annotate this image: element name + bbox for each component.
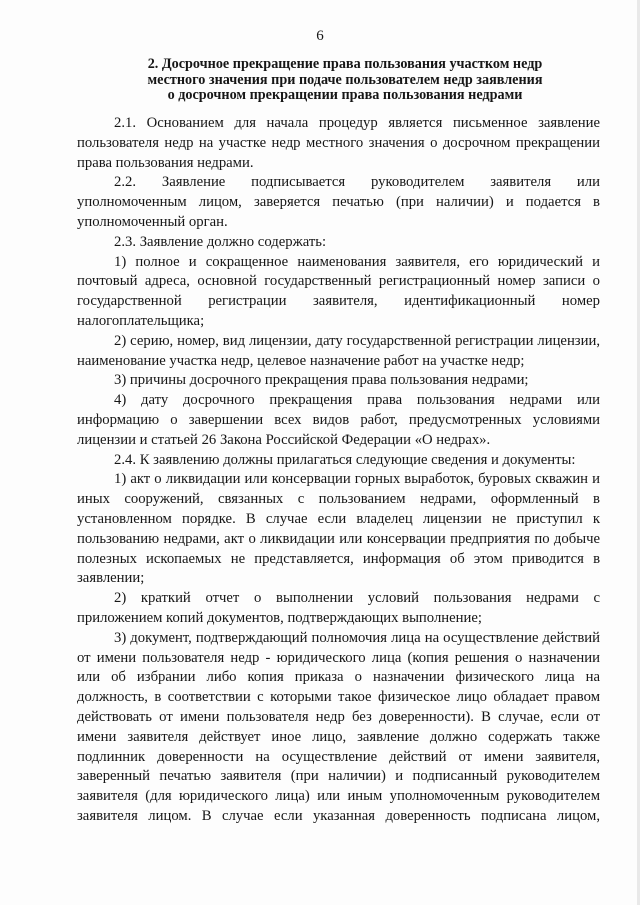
section-heading-line-2: местного значения при подаче пользователем недр заявления xyxy=(147,71,543,88)
paragraph-2-4-item-1: 1) акт о ликвидации или консервации горных выработок, буровых скважин и иных сооружений, связанных с пользованием недрами, оформленный в установленном порядке. В случае если владелец лицензии не приступил к пользованию недрами, акт о ликвидации или консервации предприятия по добыче полезных ископаемых не представляется, информация об этом приводится в заявлении; xyxy=(77,471,600,587)
paragraph-2-3: 2.3. Заявление должно содержать: xyxy=(114,233,327,250)
paragraph-2-3-item-4: 4) дату досрочного прекращения права пользования недрами или информацию о завершении всех видов работ, предусмотренных условиями лицензии и статьей 26 Закона Российской Федерации «О недрах». xyxy=(77,392,600,448)
paragraph-2-1: 2.1. Основанием для начала процедур является письменное заявление пользователя недр на участке недр местного значения о досрочном прекращении права пользования недрами. xyxy=(77,115,600,171)
paragraph-2-4-item-3: 3) документ, подтверждающий полномочия лица на осуществление действий от имени пользователя недр - юридического лица (копия решения о назначении или об избрании либо копия приказа о назначении физического лица на должность, в соответствии с которыми такое физическое лицо обладает правом действовать от имени пользователя недр без доверенности). В случае, если от имени заявителя действует иное лицо, заявление должно содержать также подлинник доверенности на осуществление действий от имени заявителя, заверенный печатью заявителя (при наличии) и подписанный руководителем заявителя (для юридического лица) или иным уполномоченным руководителем заявителя лицом. В случае если указанная доверенность подписана лицом, xyxy=(77,629,600,824)
document-body xyxy=(77,114,600,827)
paragraph-2-3-item-2: 2) серию, номер, вид лицензии, дату государственной регистрации лицензии, наименование участка недр, целевое назначение работ на участке недр; xyxy=(77,332,600,369)
paragraph-2-2: 2.2. Заявление подписывается руководителем заявителя или уполномоченным лицом, заверяется печатью (при наличии) и подается в уполномоченный орган. xyxy=(77,174,600,230)
section-heading-line-1: 2. Досрочное прекращение права пользования участком недр xyxy=(147,56,543,72)
page-number: 6 xyxy=(316,28,324,44)
paragraph-2-4-item-2: 2) краткий отчет о выполнении условий пользования недрами с приложением копий документов, подтверждающих выполнение; xyxy=(77,590,600,626)
paragraph-2-4: 2.4. К заявлению должны прилагаться следующие сведения и документы: xyxy=(114,451,576,468)
section-heading xyxy=(90,57,600,104)
paragraph-2-3-item-1: 1) полное и сокращенное наименования заявителя, его юридический и почтовый адреса, основной государственный регистрационный номер записи о государственной регистрации заявителя, идентификационный номер налогоплательщика; xyxy=(77,253,600,329)
section-heading-line-3: о досрочном прекращении права пользования недрами xyxy=(167,87,523,104)
paragraph-2-3-item-3: 3) причины досрочного прекращения права пользования недрами; xyxy=(114,372,529,389)
